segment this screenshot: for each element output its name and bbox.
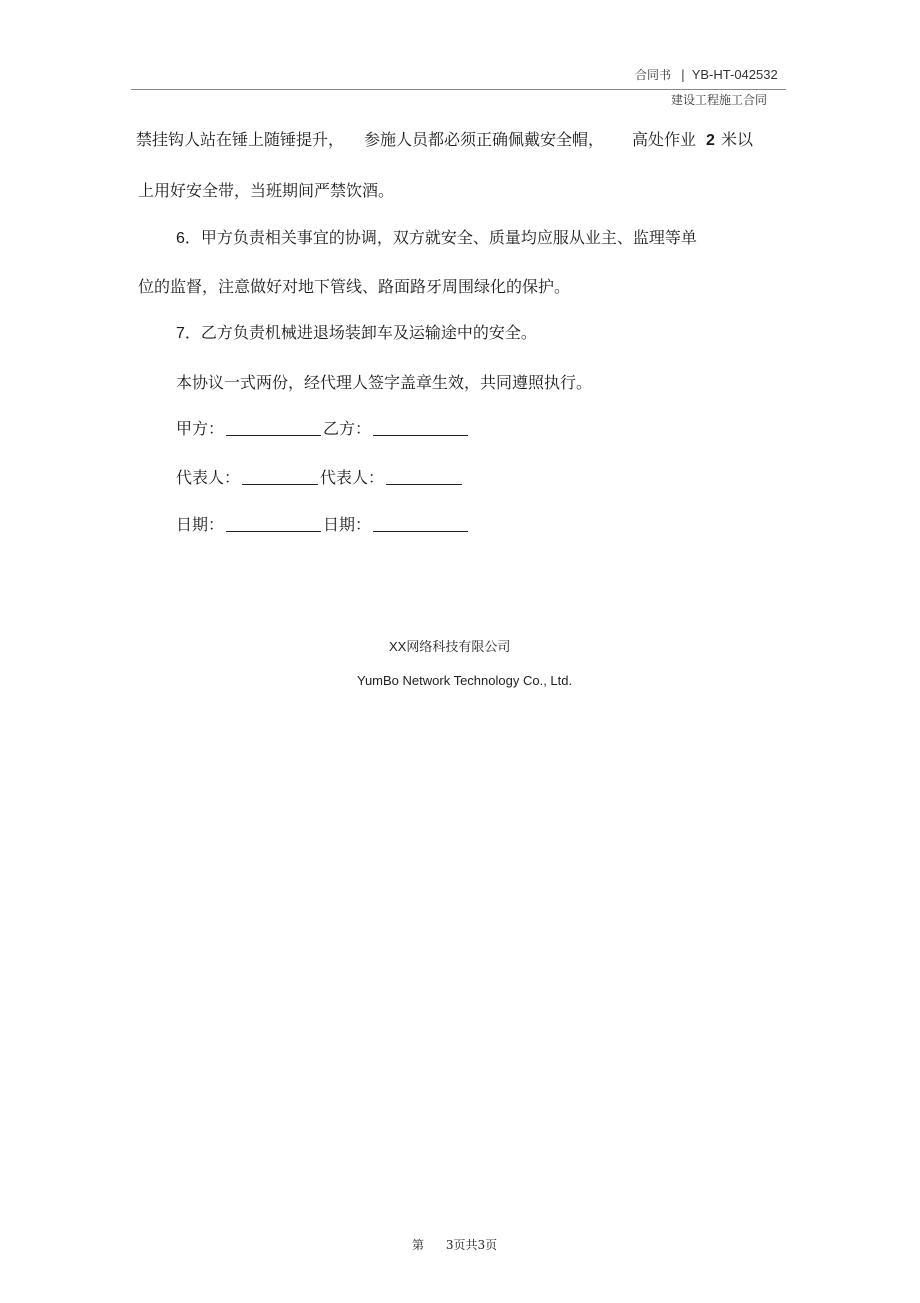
closing-statement: 本协议一式两份，经代理人签字盖章生效，共同遵照执行。 [176,373,593,392]
para-continued-line-2: 上用好安全带，当班期间严禁饮酒。 [138,181,395,200]
signature-row-dates [176,512,470,535]
item-6-number: 6． [176,230,201,247]
item-7-number: 7． [176,325,201,342]
header-rule [131,89,786,90]
item-6-text: 甲方负责相关事宜的协调，双方就安全、质量均应服从业主、监理等单 [200,228,697,247]
page-total: 3 [477,1238,486,1252]
signature-row-representatives [176,465,464,488]
page-prefix: 第 [412,1238,425,1252]
rep-b-label: 代表人： [320,468,385,487]
doc-type: 合同书 [635,68,672,82]
doc-code: YB-HT-042532 [691,67,778,82]
company-name-en: YumBo Network Technology Co., Ltd. [357,673,573,688]
company-cn: 网络科技有限公司 [406,640,511,655]
date-a-label: 日期： [176,515,225,534]
page-number [412,1236,497,1253]
page-suffix: 页 [485,1238,498,1252]
party-b-signature-line[interactable] [373,419,468,436]
party-a-signature-line[interactable] [226,419,321,436]
header-separator: | [680,68,685,82]
para-segment: 米以 [720,130,753,149]
page-current: 3 [445,1238,454,1252]
rep-a-signature-line[interactable] [242,468,318,485]
para-segment: 参施人员都必须正确佩戴安全帽， [364,130,605,149]
date-b-label: 日期： [323,515,372,534]
date-a-line[interactable] [226,515,321,532]
doc-title: 建设工程施工合同 [671,93,768,107]
page-middle: 页共 [453,1238,478,1252]
signature-row-parties [176,416,470,439]
item-7 [176,320,537,343]
para-segment: 高处作业 [632,130,697,149]
party-b-label: 乙方： [323,419,372,438]
company-name-cn [389,636,510,655]
date-b-line[interactable] [373,515,468,532]
party-a-label: 甲方： [176,419,225,438]
header-doc-label [635,66,778,83]
item-7-text: 乙方负责机械进退场装卸车及运输途中的安全。 [200,323,537,342]
item-6-line-2: 位的监督，注意做好对地下管线、路面路牙周围绿化的保护。 [138,277,571,296]
para-continued-line-1 [136,127,753,150]
item-6-line-1 [176,225,697,248]
company-prefix: XX [389,639,407,654]
para-number: 2 [706,132,715,149]
rep-b-signature-line[interactable] [386,468,462,485]
rep-a-label: 代表人： [176,468,241,487]
para-segment: 禁挂钩人站在锤上随锤提升， [136,130,345,149]
